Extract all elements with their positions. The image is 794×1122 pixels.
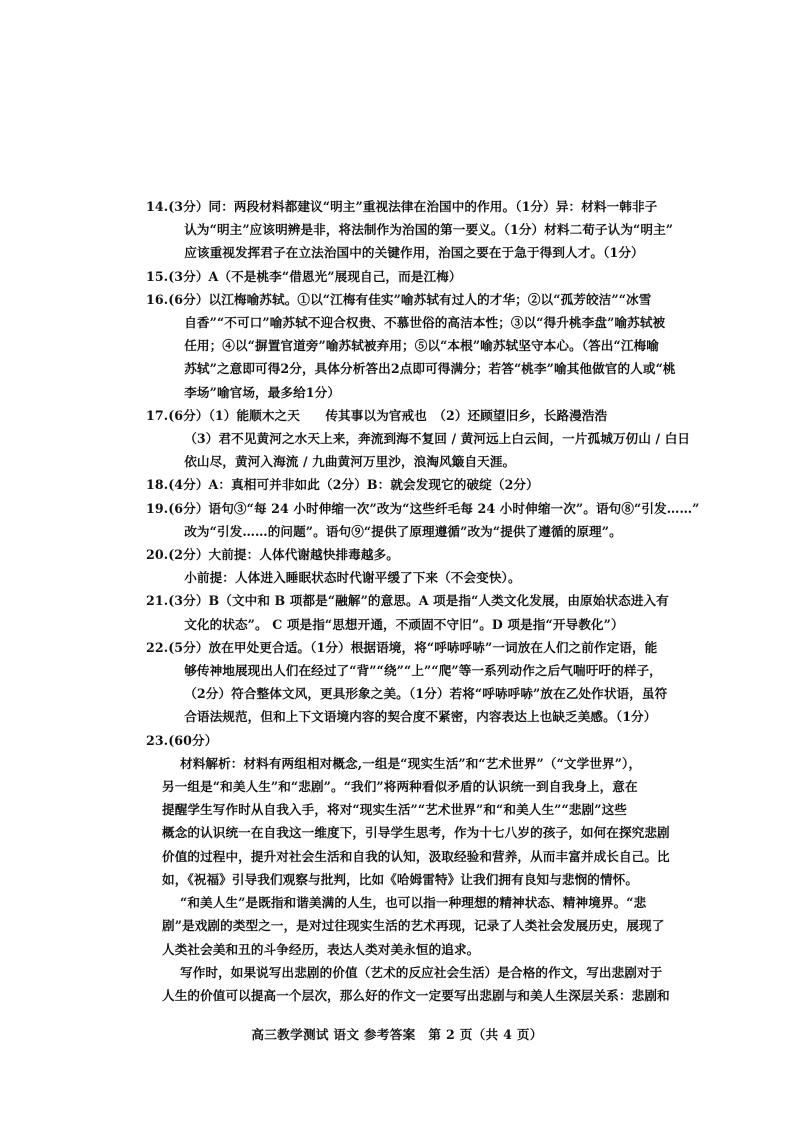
answer-19 — [146, 497, 700, 543]
answer-line: 自香”“不可口”喻苏轼不迎合权贵、不慕世俗的高洁本性；③以“得升桃李盘”喻苏轼被 — [184, 315, 666, 331]
answer-20 — [146, 543, 666, 589]
essay-analysis-paragraph-1 — [146, 752, 670, 891]
answer-line: (3分）B（文中和 B 项都是“融解”的意思。A 项是指“人类文化发展，由原始状态进入有 — [168, 593, 669, 609]
paragraph-line: 人类社会美和丑的斗争经历，表达人类对美永恒的追求。 — [162, 941, 480, 957]
answer-line: 小前提：人体进入睡眠状态时代谢平缓了下来（不会变快）。 — [184, 570, 521, 586]
essay-analysis-paragraph-2 — [146, 891, 666, 961]
answer-line: 文化的状态”。 C 项是指“思想开通，不顽固不守旧”。D 项是指“开导教化”） — [184, 616, 624, 632]
answer-14 — [146, 195, 674, 265]
answer-content — [146, 195, 700, 1007]
answer-23 — [146, 729, 666, 752]
paragraph-line: 提醒学生写作时从自我入手，将对“现实生活”“艺术世界”和“和美人生”“悲剧”这些 — [162, 802, 627, 818]
answer-18 — [146, 473, 666, 496]
paragraph-line: 人生的价值可以提高一个层次，那么好的作文一定要写出悲剧与和美人生深层关系：悲剧和 — [162, 987, 670, 1003]
answer-line: 依山尽，黄河入海流 / 九曲黄河万里沙，浪淘风簸自天涯。 — [184, 454, 516, 470]
question-number: 15. — [146, 268, 169, 284]
answer-line: (6分）（1）能顺木之天 传其事以为官戒也 （2）还顾望旧乡，长路漫浩浩 — [168, 407, 608, 423]
paragraph-line: 价值的过程中，提升对社会生活和自我的认知，汲取经验和营养，从而丰富并成长自己。比 — [162, 848, 670, 864]
answer-line: (3分）同：两段材料都建议“明主”重视法律在治国中的作用。（1分）异：材料一韩非子 — [168, 199, 658, 214]
answer-score: (60分） — [168, 732, 218, 748]
answer-17 — [146, 404, 691, 474]
paragraph-line: “和美人生”是既指和谐美满的人生，也可以指一种理想的精神状态、精神境界。“悲 — [180, 895, 647, 911]
answer-line: 应该重视发挥君子在立法治国中的关键作用，治国之要在于急于得到人才。（1分） — [184, 245, 644, 261]
question-number: 17. — [146, 407, 169, 423]
answer-16 — [146, 288, 676, 404]
answer-line: （3）君不见黄河之水天上来，奔流到海不复回 / 黄河远上白云间，一片孤城万仞山 / 白日 — [184, 431, 691, 447]
answer-line: (4分）A：真相可并非如此（2分）B：就会发现它的破绽（2分） — [168, 477, 539, 493]
answer-line: （2分）符合整体文风，更具形象之美。（1分）若将“呼哧呼哧”放在乙处作状语，虽符 — [184, 686, 668, 702]
question-number: 16. — [146, 291, 169, 307]
question-number: 22. — [146, 639, 169, 655]
answer-line: (6分）以江梅喻苏轼。①以“江梅有佳实”喻苏轼有过人的才华；②以“孤芳皎洁”“冰雪 — [168, 291, 652, 307]
answer-line: 认为“明主”应该明辨是非，将法制作为治国的第一要义。（1分）材料二荀子认为“明主” — [184, 222, 674, 238]
answer-line: (2分）大前提：人体代谢越快排毒越多。 — [168, 547, 399, 563]
paragraph-line: 另一组是“和美人生”和“悲剧”。“我们”将两种看似矛盾的认识统一到自我身上，意在 — [162, 779, 638, 795]
paragraph-line: 如，《祝福》引导我们观察与批判，比如《哈姆雷特》让我们拥有良知与悲悯的情怀。 — [162, 871, 639, 887]
paragraph-line: 写作时，如果说写出悲剧的价值（艺术的反应社会生活）是合格的作文，写出悲剧对于 — [180, 964, 663, 980]
paragraph-line: 材料解析：材料有两组相对概念,一组是“现实生活”和“艺术世界”（“文学世界”）， — [180, 755, 642, 771]
page-footer: 高三教学测试 语文 参考答案 第 2 页（共 4 页） — [251, 1027, 543, 1042]
answer-line: 改为“引发……的问题”。语句⑨“提供了原理遵循”改为“提供了遵循的原理”。 — [184, 523, 622, 539]
question-number: 23. — [146, 732, 169, 748]
question-number: 21. — [146, 593, 169, 609]
answer-line: 苏轼”之意即可得2分，具体分析答出2点即可得满分；若答“桃李”喻其他做官的人或“桃 — [184, 361, 676, 377]
question-number: 14. — [146, 199, 169, 214]
answer-22 — [146, 636, 666, 729]
question-number: 20. — [146, 547, 169, 563]
paragraph-line: 剧”是戏剧的类型之一，是对过往现实生活的艺术再现，记录了人类社会发展历史，展现了 — [162, 918, 665, 934]
question-number: 18. — [146, 477, 169, 493]
paragraph-line: 概念的认识统一在自我这一维度下，引导学生思考，作为十七八岁的孩子，如何在探究悲剧 — [162, 825, 670, 841]
answer-line: (3分）A（不是桃李“借恩光”展现自己，而是江梅） — [168, 268, 462, 284]
answer-21 — [146, 589, 669, 635]
answer-line: 合语法规范，但和上下文语境内容的契合度不紧密，内容表达上也缺乏美感。（1分） — [184, 709, 657, 725]
essay-analysis-paragraph-3 — [146, 961, 670, 1007]
answer-line: (6分）语句③“每 24 小时伸缩一次”改为“这些纤毛每 24 小时伸缩一次”。语句⑧“引发……” — [168, 500, 700, 516]
answer-line: (5分）放在甲处更合适。（1分）根据语境，将“呼哧呼哧”一词放在人们之前作定语，能 — [168, 639, 658, 655]
answer-line: 任用；④以“摒置官道旁”喻苏轼被弃用；⑤以“本根”喻苏轼坚守本心。（答出“江梅喻 — [184, 338, 659, 354]
question-number: 19. — [146, 500, 169, 516]
answer-line: 李场”喻官场，最多给1分） — [184, 384, 341, 400]
answer-15 — [146, 265, 666, 288]
answer-line: 够传神地展现出人们在经过了“背”“绕”“上”“爬”等一系列动作之后气喘吁吁的样子， — [184, 663, 662, 679]
